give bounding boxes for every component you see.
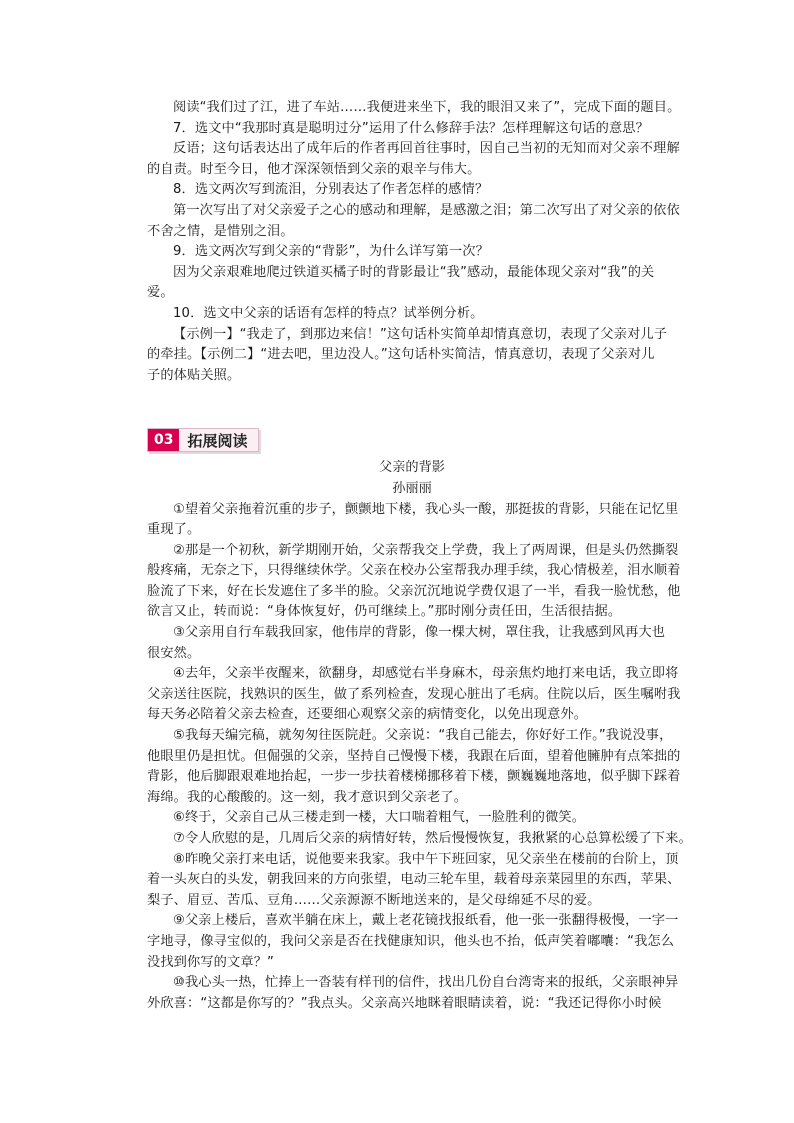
article-line: ①望着父亲拖着沉重的步子，颤颤地下楼，我心头一酸，那挺拔的背影，只能在记忆里 [173,501,679,517]
article-line: 他眼里仍是担忧。但倔强的父亲，坚持自己慢慢下楼，我跟在后面，望着他臃肿有点笨拙的 [147,748,681,764]
article-line: ⑤我每天编完稿，就匆匆往医院赶。父亲说：“我自己能去，你好好工作。”我说没事， [173,728,673,744]
question-10: 10．选文中父亲的话语有怎样的特点？试举例分析。 [173,305,484,321]
article-line: ③父亲用自行车载我回家，他伟岸的背影，像一棵大树，罩住我，让我感到风再大也 [173,625,666,641]
article-line: 父亲送往医院，找熟识的医生，做了系列检查，发现心脏出了毛病。住院以后，医生嘱咐我 [147,686,681,702]
answer-10-line-1: 【示例一】“我走了，到那边来信！”这句话朴实简单却情真意切，表现了父亲对儿子 [173,326,668,342]
article-line: 没找到你写的文章？” [147,954,275,970]
article-line: 欲言又止，转而说：“身体恢复好，仍可继续上。”那时刚分责任田，生活很拮据。 [147,604,622,620]
reading-instruction: 阅读“我们过了江，进了车站……我便进来坐下，我的眼泪又来了”，完成下面的题目。 [173,100,681,115]
section-banner [147,428,259,452]
section-number: 03 [148,429,179,451]
article-line: ⑨父亲上楼后，喜欢半躺在床上，戴上老花镜找报纸看，他一张一张翻得极慢，一字一 [173,913,679,929]
article-line: ⑩我心头一热，忙捧上一沓装有样刊的信件，找出几份自台湾寄来的报纸，父亲眼神异 [173,975,679,991]
article-line: 背影，他后脚跟艰难地抬起，一步一步扶着楼梯挪移着下楼，颤巍巍地落地，似乎脚下踩着 [147,769,681,785]
answer-8-line-2: 不舍之情，是惜别之泪。 [147,223,294,239]
article-title: 父亲的背影 [379,460,445,476]
article-line: 每天务必陪着父亲去检查，还要细心观察父亲的病情变化，以免出现意外。 [147,707,588,723]
article-line: 梨子、眉豆、苦瓜、豆角……父亲源源不断地送来的，是父母绵延不尽的爱。 [147,892,601,908]
question-7: 7．选文中“我那时真是聪明过分”运用了什么修辞手法？怎样理解这句话的意思？ [173,120,649,136]
answer-8-line-1: 第一次写出了对父亲爱子之心的感动和理解，是感激之泪；第二次写出了对父亲的依依 [173,202,680,218]
section-label: 拓展阅读 [179,429,257,451]
answer-10-line-2: 的牵挂。【示例二】“进去吧，里边没人。”这句话朴实简洁，情真意切，表现了父亲对儿 [147,347,655,363]
article-line: 重现了。 [147,522,201,538]
document-page [147,98,692,1014]
article-line: ⑧昨晚父亲打来电话，说他要来我家。我中午下班回家，见父亲坐在楼前的台阶上，顶 [173,851,679,867]
article-line: 很安然。 [147,645,201,661]
article-line: ⑥终于，父亲自己从三楼走到一楼，大口喘着粗气，一脸胜利的微笑。 [173,810,586,826]
article-line: 海绵。我的心酸酸的。这一刻，我才意识到父亲老了。 [147,789,468,805]
article-line: ⑦令人欣慰的是，几周后父亲的病情好转，然后慢慢恢复，我揪紧的心总算松缓了下来。 [173,831,692,846]
article-line: ②那是一个初秋，新学期刚开始，父亲帮我交上学费，我上了两周课，但是头仍然撕裂 [173,542,679,558]
article-line: ④去年，父亲半夜醒来，欲翻身，却感觉右半身麻木，母亲焦灼地打来电话，我立即将 [173,666,679,682]
answer-10-line-3: 子的体贴关照。 [147,367,241,383]
article-author: 孙丽丽 [392,480,432,496]
answer-7-line-1: 反语；这句话表达出了成年后的作者再回首往事时，因自己当初的无知而对父亲不理解 [173,141,680,157]
question-9: 9．选文两次写到父亲的“背影”，为什么详写第一次？ [173,244,489,260]
article-line: 字地寻，像寻宝似的，我问父亲是否在找健康知识，他头也不抬，低声笑着嘟囔：“我怎么 [147,933,675,949]
answer-9-line-1: 因为父亲艰难地爬过铁道买橘子时的背影最让“我”感动，最能体现父亲对“我”的关 [173,264,655,280]
article-line: 着一头灰白的头发，朝我回来的方向张望，电动三轮车里，载着母亲菜园里的东西，苹果、 [147,872,681,888]
article-line: 外欣喜：“这都是你写的？”我点头。父亲高兴地眯着眼睛读着，说：“我还记得你小时候 [147,995,662,1011]
question-8: 8．选文两次写到流泪，分别表达了作者怎样的感情？ [173,182,489,198]
article-line: 脸流了下来，好在长发遮住了多半的脸。父亲沉沉地说学费仅退了一半，看我一脸忧愁，他 [147,583,681,599]
article-body [147,500,692,1015]
article-line: 般疼痛，无奈之下，只得继续休学。父亲在校办公室帮我办理手续，我心情极差，泪水顺着 [147,563,681,579]
answer-9-line-2: 爱。 [147,285,174,301]
answer-7-line-2: 的自责。时至今日，他才深深领悟到父亲的艰辛与伟大。 [147,161,481,177]
